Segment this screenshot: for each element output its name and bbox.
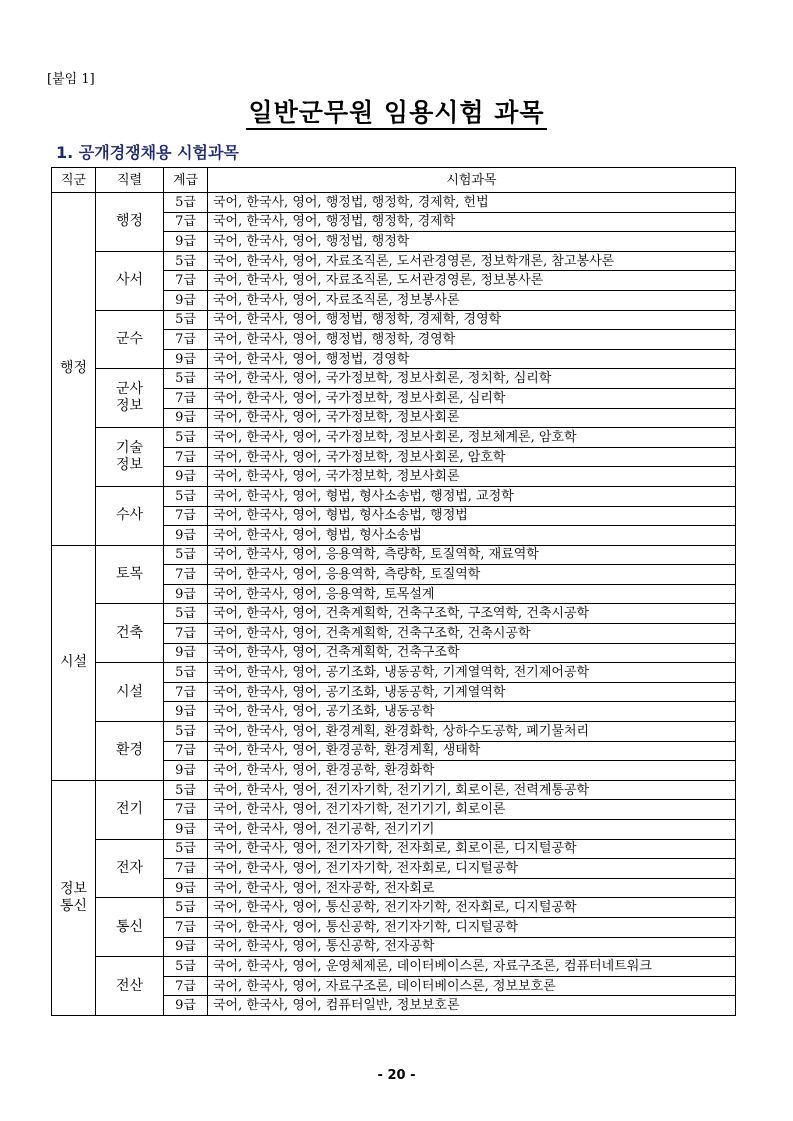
subjects-cell: 국어, 한국사, 영어, 형법, 형사소송법 — [208, 526, 736, 546]
subjects-cell: 국어, 한국사, 영어, 형법, 형사소송법, 행정법 — [208, 506, 736, 526]
job-series-cell: 기술 정보 — [96, 428, 164, 487]
table-row — [52, 310, 736, 330]
grade-cell: 7급 — [164, 271, 208, 291]
grade-cell: 5급 — [164, 251, 208, 271]
job-series-cell: 행정 — [96, 193, 164, 252]
grade-cell: 9급 — [164, 643, 208, 663]
grade-cell: 7급 — [164, 800, 208, 820]
subjects-cell: 국어, 한국사, 영어, 국가정보학, 정보사회론, 정보체계론, 암호학 — [208, 428, 736, 448]
subjects-cell: 국어, 한국사, 영어, 국가정보학, 정보사회론, 정치학, 심리학 — [208, 369, 736, 389]
page-number: - 20 - — [377, 1068, 416, 1083]
grade-cell: 7급 — [164, 976, 208, 996]
grade-cell: 5급 — [164, 722, 208, 742]
subjects-cell: 국어, 한국사, 영어, 통신공학, 전기자기학, 전자회로, 디지털공학 — [208, 898, 736, 918]
grade-cell: 5급 — [164, 957, 208, 977]
grade-cell: 5급 — [164, 898, 208, 918]
job-series-cell: 토목 — [96, 545, 164, 604]
subjects-cell: 국어, 한국사, 영어, 행정법, 행정학, 경영학 — [208, 330, 736, 350]
job-series-cell: 사서 — [96, 251, 164, 310]
subjects-cell: 국어, 한국사, 영어, 컴퓨터일반, 정보보호론 — [208, 996, 736, 1016]
grade-cell: 7급 — [164, 917, 208, 937]
subjects-cell: 국어, 한국사, 영어, 행정법, 행정학, 경제학, 경영학 — [208, 310, 736, 330]
grade-cell: 5급 — [164, 310, 208, 330]
table-body — [52, 193, 736, 1016]
job-group-cell: 정보 통신 — [52, 780, 96, 1015]
subjects-cell: 국어, 한국사, 영어, 공기조화, 냉동공학, 기계열역학 — [208, 682, 736, 702]
grade-cell: 5급 — [164, 545, 208, 565]
subjects-cell: 국어, 한국사, 영어, 건축계획학, 건축구조학, 구조역학, 건축시공학 — [208, 604, 736, 624]
grade-cell: 7급 — [164, 212, 208, 232]
job-group-cell: 시설 — [52, 545, 96, 780]
job-series-cell: 전기 — [96, 780, 164, 839]
subjects-cell: 국어, 한국사, 영어, 국가정보학, 정보사회론, 심리학 — [208, 388, 736, 408]
grade-cell: 9급 — [164, 761, 208, 781]
table-row — [52, 193, 736, 213]
subjects-cell: 국어, 한국사, 영어, 응용역학, 토목설계 — [208, 584, 736, 604]
table-row — [52, 545, 736, 565]
subjects-cell: 국어, 한국사, 영어, 전기공학, 전기기기 — [208, 820, 736, 840]
page-title — [0, 93, 793, 129]
grade-cell: 5급 — [164, 369, 208, 389]
grade-cell: 9급 — [164, 408, 208, 428]
grade-cell: 5급 — [164, 604, 208, 624]
exam-subjects-table — [51, 167, 736, 1016]
subjects-cell: 국어, 한국사, 영어, 전자공학, 전자회로 — [208, 878, 736, 898]
table-header-row — [52, 168, 736, 193]
subjects-cell: 국어, 한국사, 영어, 환경공학, 환경화학 — [208, 761, 736, 781]
subjects-cell: 국어, 한국사, 영어, 국가정보학, 정보사회론, 암호학 — [208, 447, 736, 467]
grade-cell: 5급 — [164, 193, 208, 213]
grade-cell: 7급 — [164, 682, 208, 702]
grade-cell: 9급 — [164, 467, 208, 487]
grade-cell: 5급 — [164, 663, 208, 683]
grade-cell: 9급 — [164, 702, 208, 722]
subjects-cell: 국어, 한국사, 영어, 전기자기학, 전기기기, 회로이론, 전력계통공학 — [208, 780, 736, 800]
page-title-text: 일반군무원 임용시험 과목 — [246, 98, 546, 130]
table-row — [52, 957, 736, 977]
subjects-cell: 국어, 한국사, 영어, 건축계획학, 건축구조학, 건축시공학 — [208, 624, 736, 644]
job-series-cell: 군수 — [96, 310, 164, 369]
job-series-cell: 전산 — [96, 957, 164, 1016]
grade-cell: 9급 — [164, 937, 208, 957]
subjects-cell: 국어, 한국사, 영어, 공기조화, 냉동공학, 기계열역학, 전기제어공학 — [208, 663, 736, 683]
subjects-cell: 국어, 한국사, 영어, 환경계획, 환경화학, 상하수도공학, 폐기물처리 — [208, 722, 736, 742]
subjects-cell: 국어, 한국사, 영어, 자료구조론, 데이터베이스론, 정보보호론 — [208, 976, 736, 996]
grade-cell: 7급 — [164, 624, 208, 644]
table-row — [52, 251, 736, 271]
grade-cell: 7급 — [164, 506, 208, 526]
job-series-cell: 군사 정보 — [96, 369, 164, 428]
grade-cell: 7급 — [164, 330, 208, 350]
grade-cell: 7급 — [164, 565, 208, 585]
subjects-cell: 국어, 한국사, 영어, 응용역학, 측량학, 토질역학 — [208, 565, 736, 585]
table-row — [52, 604, 736, 624]
grade-cell: 9급 — [164, 349, 208, 369]
table-row — [52, 486, 736, 506]
subjects-cell: 국어, 한국사, 영어, 공기조화, 냉동공학 — [208, 702, 736, 722]
subjects-cell: 국어, 한국사, 영어, 전기자기학, 전자회로, 디지털공학 — [208, 859, 736, 879]
subjects-cell: 국어, 한국사, 영어, 건축계획학, 건축구조학 — [208, 643, 736, 663]
job-series-cell: 전자 — [96, 839, 164, 898]
subjects-cell: 국어, 한국사, 영어, 자료조직론, 도서관경영론, 정보봉사론 — [208, 271, 736, 291]
subjects-cell: 국어, 한국사, 영어, 전기자기학, 전자회로, 회로이론, 디지털공학 — [208, 839, 736, 859]
grade-cell: 5급 — [164, 486, 208, 506]
grade-cell: 5급 — [164, 839, 208, 859]
subjects-cell: 국어, 한국사, 영어, 행정법, 행정학, 경제학 — [208, 212, 736, 232]
header-cell: 직렬 — [96, 168, 164, 193]
table-row — [52, 428, 736, 448]
grade-cell: 5급 — [164, 780, 208, 800]
attachment-label: [붙임 1] — [47, 72, 95, 87]
grade-cell: 5급 — [164, 428, 208, 448]
subjects-cell: 국어, 한국사, 영어, 운영체제론, 데이터베이스론, 자료구조론, 컴퓨터네트워크 — [208, 957, 736, 977]
grade-cell: 9급 — [164, 878, 208, 898]
subjects-cell: 국어, 한국사, 영어, 응용역학, 측량학, 토질역학, 재료역학 — [208, 545, 736, 565]
table-row — [52, 722, 736, 742]
grade-cell: 9급 — [164, 232, 208, 252]
grade-cell: 7급 — [164, 741, 208, 761]
subjects-cell: 국어, 한국사, 영어, 국가정보학, 정보사회론 — [208, 467, 736, 487]
grade-cell: 7급 — [164, 859, 208, 879]
grade-cell: 7급 — [164, 447, 208, 467]
subjects-cell: 국어, 한국사, 영어, 자료조직론, 정보봉사론 — [208, 290, 736, 310]
subjects-cell: 국어, 한국사, 영어, 형법, 형사소송법, 행정법, 교정학 — [208, 486, 736, 506]
job-series-cell: 수사 — [96, 486, 164, 545]
header-cell: 시험과목 — [208, 168, 736, 193]
table-row — [52, 839, 736, 859]
job-series-cell: 건축 — [96, 604, 164, 663]
grade-cell: 7급 — [164, 388, 208, 408]
table-row — [52, 369, 736, 389]
section-title: 1. 공개경쟁채용 시험과목 — [56, 143, 239, 162]
table-row — [52, 780, 736, 800]
header-cell: 계급 — [164, 168, 208, 193]
subjects-cell: 국어, 한국사, 영어, 전기자기학, 전기기기, 회로이론 — [208, 800, 736, 820]
grade-cell: 9급 — [164, 526, 208, 546]
job-group-cell: 행정 — [52, 193, 96, 546]
subjects-cell: 국어, 한국사, 영어, 행정법, 행정학 — [208, 232, 736, 252]
header-cell: 직군 — [52, 168, 96, 193]
job-series-cell: 환경 — [96, 722, 164, 781]
table-row — [52, 898, 736, 918]
table-row — [52, 663, 736, 683]
grade-cell: 9급 — [164, 996, 208, 1016]
subjects-cell: 국어, 한국사, 영어, 통신공학, 전기자기학, 디지털공학 — [208, 917, 736, 937]
subjects-cell: 국어, 한국사, 영어, 환경공학, 환경계획, 생태학 — [208, 741, 736, 761]
subjects-cell: 국어, 한국사, 영어, 통신공학, 전자공학 — [208, 937, 736, 957]
subjects-cell: 국어, 한국사, 영어, 행정법, 행정학, 경제학, 헌법 — [208, 193, 736, 213]
grade-cell: 9급 — [164, 290, 208, 310]
subjects-cell: 국어, 한국사, 영어, 행정법, 경영학 — [208, 349, 736, 369]
job-series-cell: 시설 — [96, 663, 164, 722]
subjects-cell: 국어, 한국사, 영어, 국가정보학, 정보사회론 — [208, 408, 736, 428]
subjects-cell: 국어, 한국사, 영어, 자료조직론, 도서관경영론, 정보학개론, 참고봉사론 — [208, 251, 736, 271]
grade-cell: 9급 — [164, 584, 208, 604]
grade-cell: 9급 — [164, 820, 208, 840]
job-series-cell: 통신 — [96, 898, 164, 957]
